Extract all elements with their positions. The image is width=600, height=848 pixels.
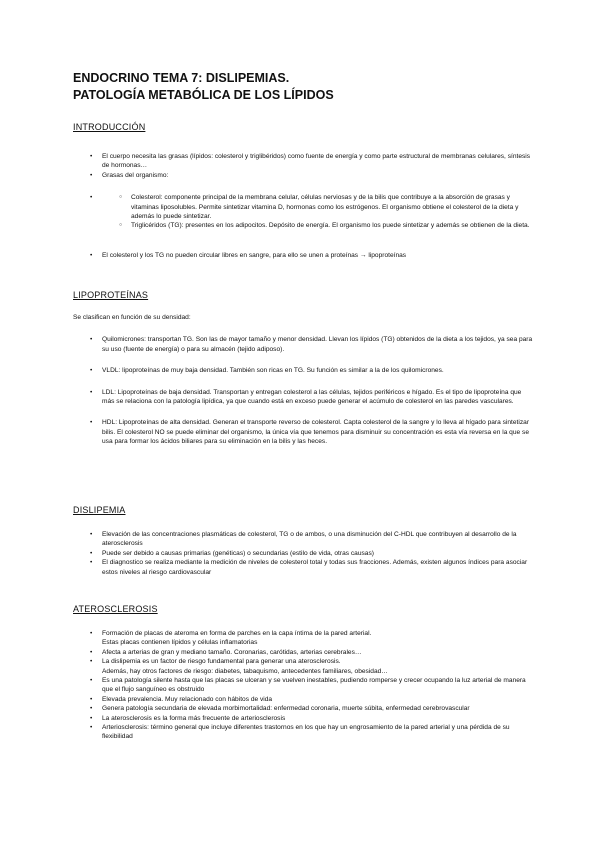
section-dislipemia xyxy=(73,505,535,577)
introduccion-list-end xyxy=(73,251,535,260)
dislipemia-list xyxy=(73,530,535,577)
list-item: • La dislipemia es un factor de riesgo fundamental para generar una aterosclerosis. Además, hay otros factores de riesgo: diabetes, tabaquismo, antecedentes familiares, obesidad… xyxy=(102,657,535,676)
list-item: • Es una patología silente hasta que las placas se ulceran y se vuelven inestables, pudiendo romperse y crecer ocupando la luz arterial de manera que el flujo sanguíneo es obstruido xyxy=(102,676,535,695)
section-lipoproteinas xyxy=(73,290,535,447)
list-item-vldl: • VLDL: lipoproteínas de muy baja densidad. También son ricas en TG. Su función es similar a la de los quilomicrones. xyxy=(102,366,535,375)
heading-lipoproteinas: LIPOPROTEÍNAS xyxy=(73,290,149,300)
list-item-hdl: • HDL: Lipoproteínas de alta densidad. Generan el transporte reverso de colesterol. Capta colesterol de la sangre y lo lleva al hígado para sintetizar bilis. El colesterol NO se puede eliminar del organismo, la única vía que tenemos para disminuir su concentración es esta vía reversa en la que se usa para formar los ácidos biliares para su eliminación en la bilis y las heces. xyxy=(102,418,535,446)
list-item: • Afecta a arterias de gran y mediano tamaño. Coronarias, carótidas, arterias cerebrales… xyxy=(102,648,535,657)
list-item: • Elevación de las concentraciones plasmáticas de colesterol, TG o de ambos, o una disminución del C-HDL que contribuyen al desarrollo de la aterosclerosis xyxy=(102,530,535,549)
sublist-container xyxy=(102,193,535,231)
list-item: • Genera patología secundaria de elevada morbimortalidad: enfermedad coronaria, muerte súbita, enfermedad cerebrovascular xyxy=(102,704,535,713)
list-item: • El cuerpo necesita las grasas (lípidos: colesterol y triglibéridos) como fuente de energía y como parte estructural de membranas celulares, síntesis de hormonas… xyxy=(102,152,535,171)
heading-dislipemia: DISLIPEMIA xyxy=(73,505,126,515)
section-aterosclerosis xyxy=(73,604,535,742)
list-item: • La aterosclerosis es la forma más frecuente de arteriosclerosis xyxy=(102,714,535,723)
lipoproteinas-list xyxy=(73,335,535,446)
introduccion-list xyxy=(73,152,535,180)
sublist-item-trigliceridos: ○ Triglicéridos (TG): presentes en los adipocitos. Depósito de energía. El organismo los puede sintetizar y además se obtienen de la dieta. xyxy=(131,221,535,230)
heading-introduccion: INTRODUCCIÓN xyxy=(73,122,146,132)
section-introduccion xyxy=(73,122,535,260)
heading-aterosclerosis: ATEROSCLEROSIS xyxy=(73,604,158,614)
list-item: • Arteriosclerosis: término general que incluye diferentes trastornos en los que hay un engrosamiento de la pared arterial y una pérdida de su flexibilidad xyxy=(102,723,535,742)
list-item-quilomicrones: • Quilomicrones: transportan TG. Son las de mayor tamaño y menor densidad. Llevan los lípidos (TG) obtenidos de la dieta a los tejidos, ya sea para su uso (fuente de energía) o para su almacén (tejido adiposo). xyxy=(102,335,535,354)
list-item: • Elevada prevalencia. Muy relacionado con hábitos de vida xyxy=(102,695,535,704)
introduccion-sublist-wrapper xyxy=(73,193,535,231)
aterosclerosis-list xyxy=(73,629,535,742)
document-title xyxy=(73,70,543,104)
list-item: • Formación de placas de ateroma en forma de parches en la capa íntima de la pared arterial. Estas placas contienen lípidos y células inflamatorias xyxy=(102,629,535,648)
introduccion-sublist xyxy=(102,193,535,231)
list-item: • El colesterol y los TG no pueden circular libres en sangre, para ello se unen a proteínas → lipoproteínas xyxy=(102,251,535,260)
list-item: • El diagnostico se realiza mediante la medición de niveles de colesterol total y todas sus fracciones. Además, existen algunos índices para asociar estos niveles al riesgo cardiovascular xyxy=(102,558,535,577)
sublist-item-colesterol: ○ • Colesterol: componente principal de la membrana celular, células nerviosas y de la bilis que contribuye a la absorción de grasas y vitaminas liposolubles. Permite sintetizar vitamina D, hormonas como los estrógenos. El organismo obtiene el colesterol de la dieta y además lo puede sintetizar. xyxy=(131,193,535,221)
title-line-2: PATOLOGÍA METABÓLICA DE LOS LÍPIDOS xyxy=(73,88,334,102)
list-item: • Grasas del organismo: xyxy=(102,171,535,180)
list-item-ldl: • LDL: Lipoproteínas de baja densidad. Transportan y entregan colesterol a las células, tejidos periféricos e hígado. Es el tipo de lipoproteína que más se relaciona con la patología lipídica, ya que cuando está en exceso puede generar el acúmulo de colesterol en las paredes vasculares. xyxy=(102,388,535,407)
title-line-1: ENDOCRINO TEMA 7: DISLIPEMIAS. xyxy=(73,71,290,85)
list-item: • Puede ser debido a causas primarias (genéticas) o secundarias (estilo de vida, otras causas) xyxy=(102,549,535,558)
lipoproteinas-intro: Se clasifican en función de su densidad: xyxy=(73,314,191,321)
